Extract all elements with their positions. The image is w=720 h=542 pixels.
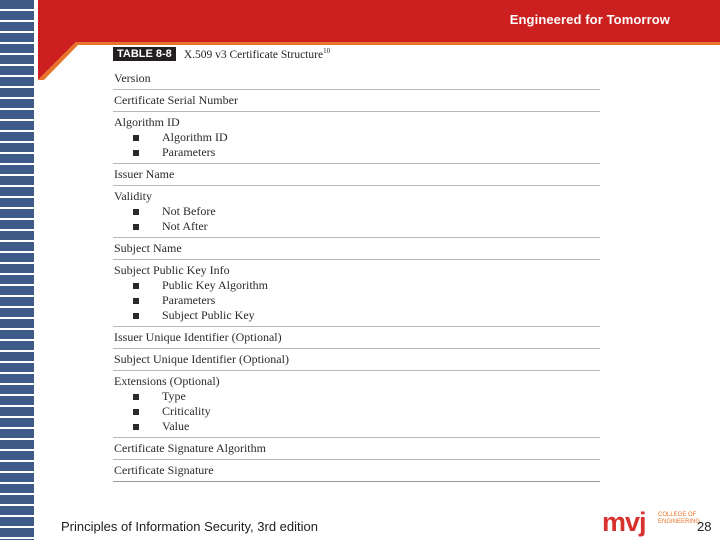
square-bullet-icon: [133, 313, 139, 319]
subitem-label: Not After: [162, 219, 208, 233]
row-label: Extensions (Optional): [114, 374, 220, 388]
row-subitem: [114, 308, 600, 323]
subitem-label: Not Before: [162, 204, 216, 218]
table-rows: [113, 68, 600, 482]
row-subitem: [114, 293, 600, 308]
logo-line-2: ENGINEERING: [658, 519, 700, 525]
row-label: Subject Unique Identifier (Optional): [114, 352, 289, 366]
table-row: [113, 349, 600, 371]
square-bullet-icon: [133, 135, 139, 141]
square-bullet-icon: [133, 283, 139, 289]
row-label: Subject Public Key Info: [114, 263, 230, 277]
row-subitem: [114, 219, 600, 234]
subitem-label: Subject Public Key: [162, 308, 255, 322]
row-label: Version: [114, 71, 151, 85]
table-row: [113, 460, 600, 482]
row-subitem: [114, 278, 600, 293]
row-subitem: [114, 130, 600, 145]
row-label: Issuer Unique Identifier (Optional): [114, 330, 282, 344]
table-row: [113, 112, 600, 164]
footer-title: Principles of Information Security, 3rd edition: [61, 519, 318, 534]
row-label: Certificate Signature: [114, 463, 214, 477]
row-label: Certificate Serial Number: [114, 93, 238, 107]
square-bullet-icon: [133, 394, 139, 400]
square-bullet-icon: [133, 409, 139, 415]
square-bullet-icon: [133, 209, 139, 215]
row-subitem: [114, 404, 600, 419]
logo-line-1: COLLEGE OF: [658, 512, 697, 518]
row-label: Validity: [114, 189, 152, 203]
table-row: [113, 186, 600, 238]
row-label: Algorithm ID: [114, 115, 180, 129]
page-number: 28: [697, 519, 712, 534]
square-bullet-icon: [133, 224, 139, 230]
table-number: TABLE 8-8: [113, 47, 176, 61]
row-subitem: [114, 145, 600, 160]
table-footnote: 10: [323, 47, 331, 56]
banner-tagline: Engineered for Tomorrow: [509, 12, 670, 27]
row-label: Subject Name: [114, 241, 182, 255]
row-label: Issuer Name: [114, 167, 175, 181]
table-title-text: X.509 v3 Certificate Structure: [183, 48, 324, 61]
subitem-label: Public Key Algorithm: [162, 278, 268, 292]
table-row: [113, 164, 600, 186]
square-bullet-icon: [133, 150, 139, 156]
certificate-table: [113, 46, 600, 482]
college-logo: [600, 505, 700, 537]
table-row: [113, 371, 600, 438]
logo-mark: mvj: [602, 507, 646, 537]
square-bullet-icon: [133, 424, 139, 430]
left-decorative-strip: [0, 0, 36, 540]
table-title: [184, 47, 330, 61]
table-row: [113, 238, 600, 260]
logo-graphic: [600, 505, 700, 537]
table-row: [113, 327, 600, 349]
table-row: [113, 438, 600, 460]
table-row: [113, 68, 600, 90]
row-subitem: [114, 419, 600, 434]
subitem-label: Algorithm ID: [162, 130, 228, 144]
row-subitem: [114, 389, 600, 404]
subitem-label: Criticality: [162, 404, 211, 418]
row-subitem: [114, 204, 600, 219]
table-header: [113, 46, 600, 62]
row-label: Certificate Signature Algorithm: [114, 441, 266, 455]
table-row: [113, 260, 600, 327]
subitem-label: Type: [162, 389, 186, 403]
square-bullet-icon: [133, 298, 139, 304]
table-row: [113, 90, 600, 112]
subitem-label: Value: [162, 419, 190, 433]
subitem-label: Parameters: [162, 145, 216, 159]
subitem-label: Parameters: [162, 293, 216, 307]
